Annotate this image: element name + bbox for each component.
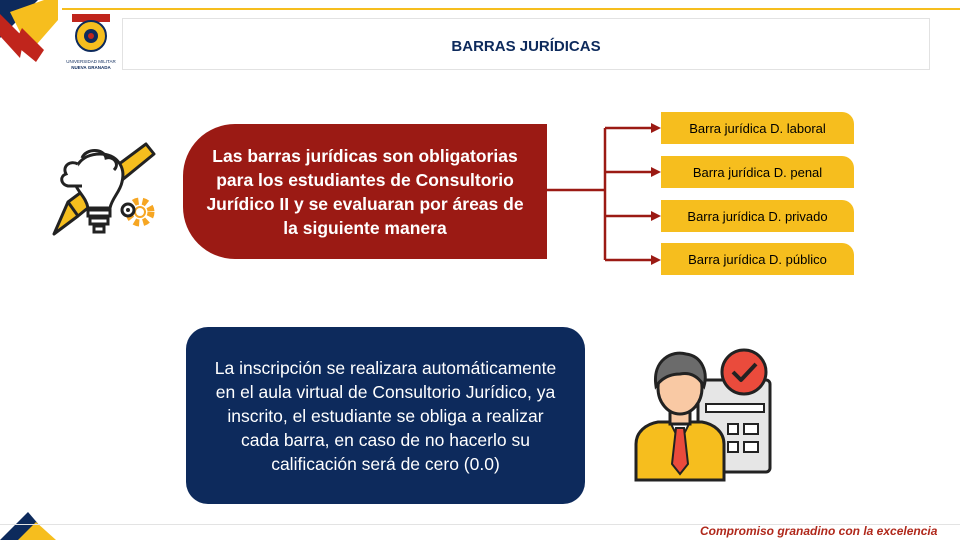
logo-text-line1: UNIVERSIDAD MILITAR	[66, 59, 116, 64]
area-label: Barra jurídica D. privado	[687, 208, 828, 224]
area-label: Barra jurídica D. laboral	[689, 120, 826, 136]
university-logo	[62, 14, 120, 72]
obligatory-notice-box	[183, 124, 547, 259]
area-label: Barra jurídica D. penal	[692, 164, 823, 180]
corner-decoration-top	[0, 0, 62, 62]
footer-slogan: Compromiso granadino con la excelencia	[700, 524, 938, 538]
area-pill-publico	[661, 243, 854, 275]
area-pill-privado	[661, 200, 854, 232]
area-pill-laboral	[661, 112, 854, 144]
lightbulb-pencil-gear-icon	[48, 138, 156, 242]
page-title: BARRAS JURÍDICAS	[451, 38, 601, 55]
logo-text-line2: NUEVA GRANADA	[71, 65, 111, 70]
person-checklist-icon	[632, 346, 776, 482]
registration-notice-box	[186, 327, 585, 504]
top-rule	[62, 8, 960, 10]
title-box	[122, 18, 930, 70]
area-pill-penal	[661, 156, 854, 188]
obligatory-notice-text: Las barras jurídicas son obligatorias para los estudiantes de Consultorio Jurídico II y se evaluaran por áreas de la siguiente manera	[206, 145, 524, 238]
corner-decoration-bottom	[0, 512, 62, 540]
registration-notice-text: La inscripción se realizara automáticamente en el aula virtual de Consultorio Jurídico, ya inscrito, el estudiante se obliga a realizar cada barra, en caso de no hacerlo su calificación será de cero (0.0)	[214, 357, 557, 474]
connector-lines	[547, 120, 661, 270]
area-label: Barra jurídica D. público	[688, 251, 827, 267]
